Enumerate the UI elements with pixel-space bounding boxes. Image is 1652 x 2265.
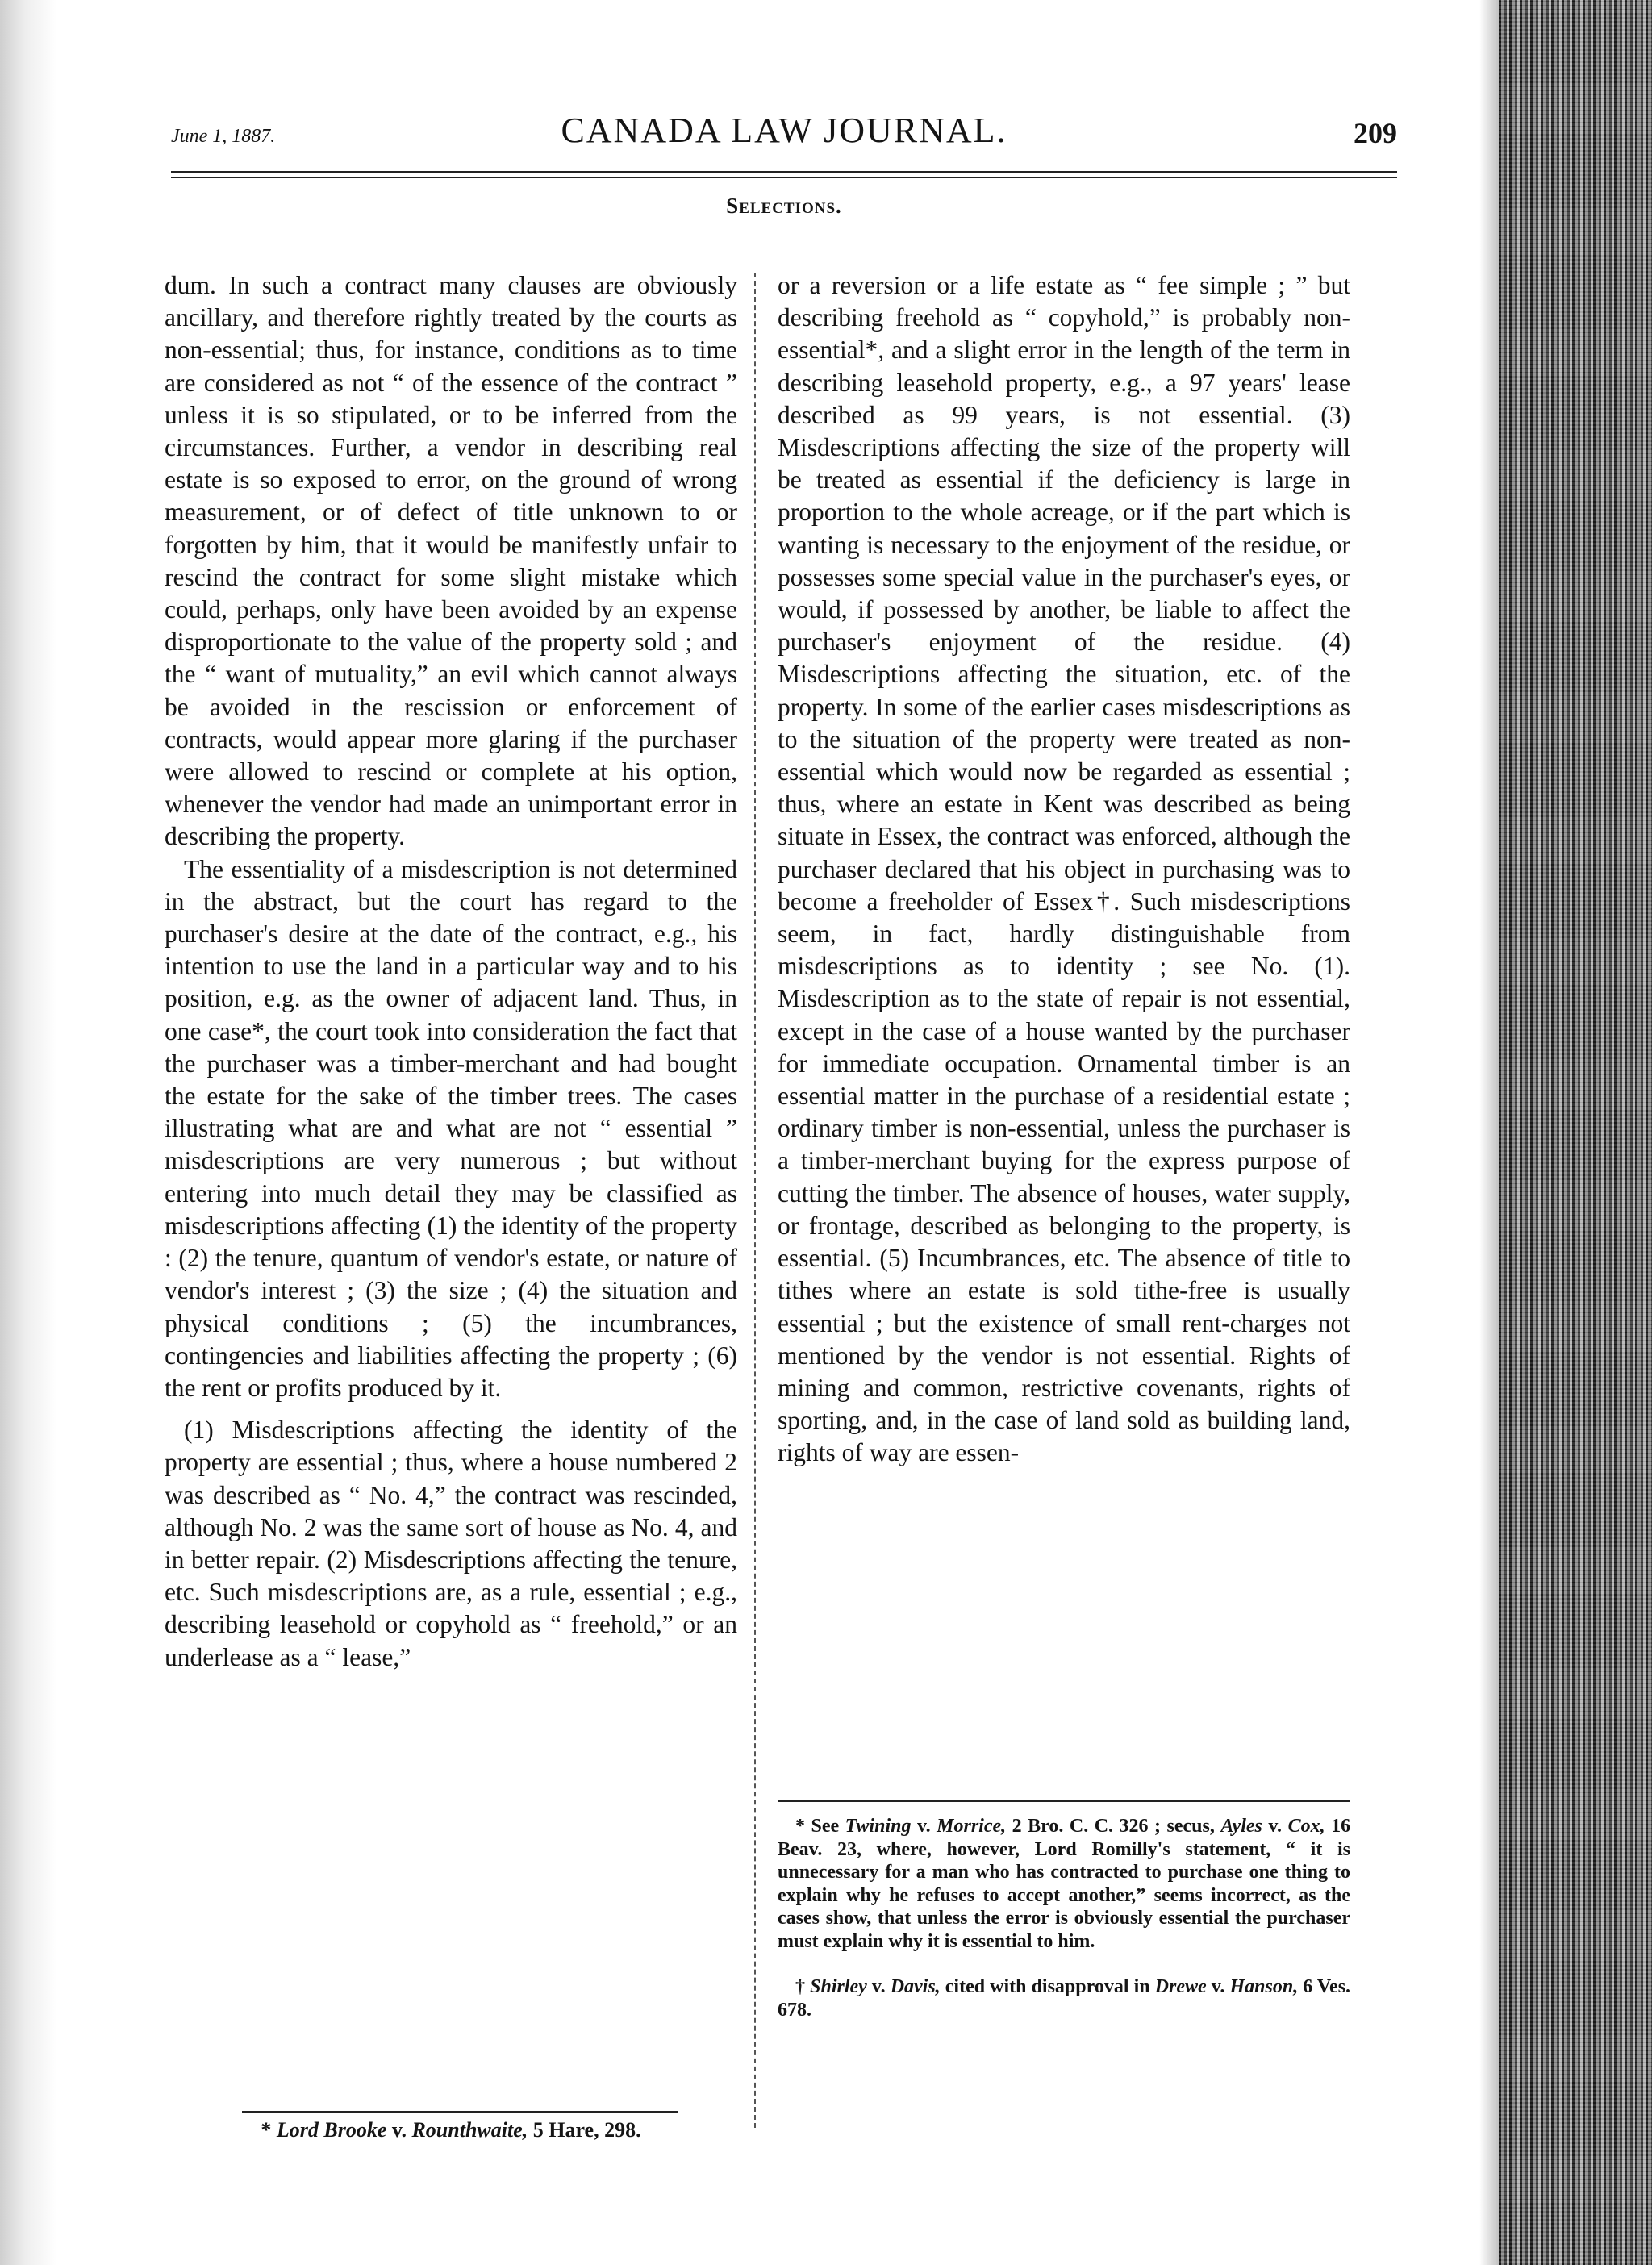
scan-left-edge: [0, 0, 56, 2265]
case-name: Drewe: [1154, 1976, 1207, 1997]
section-title: Selections.: [726, 194, 842, 218]
right-footnotes: [778, 1815, 1350, 2021]
left-paragraph-1: dum. In such a contract many clauses are obviously ancillary, and therefore rightly treated by the courts as non-essential; thus, for instance, conditions as to time are considered as not “ of the essence of the contract ” unless it is so stipulated, or to be inferred from the circumstances. Further, a vendor in describing real estate is so exposed to error, on the ground of wrong measurement, or of defect of title unknown to or forgotten by him, that it would be manifestly unfair to rescind the contract for some slight mistake which could, perhaps, only have been avoided by an expense disproportionate to the value of the property sold ; and the “ want of mutuality,” an evil which cannot always be avoided in the rescission or enforcement of contracts, would appear more glaring if the purchaser were allowed to rescind or complete at his option, whenever the vendor had made an unimportant error in describing the property.: [165, 271, 737, 851]
case-name: Morrice,: [937, 1816, 1007, 1837]
left-paragraph-2: The essentiality of a misdescription is not determined in the abstract, but the court has regard to the purchaser's desire at the date of the contract, e.g., his intention to use the land in a particular way and to his position, e.g. as the owner of adjacent land. Thus, in one case*, the court took into consideration the fact that the purchaser was a timber-merchant and had bought the estate for the sake of the timber trees. The cases illustrating what are and what are not “ essential ” misdescriptions are very numerous ; but without entering into much detail they may be classified as misdescriptions affecting (1) the identity of the property : (2) the tenure, quantum of vendor's estate, or nature of vendor's interest ; (3) the size ; (4) the situation and physical conditions ; (5) the incumbrances, contingencies and liabilities affecting the property ; (6) the rent or profits produced by it.: [165, 854, 737, 1402]
citation: 2 Bro. C. C. 326 ; secus,: [1012, 1816, 1215, 1837]
page-number: 209: [1354, 117, 1397, 149]
versus: v.: [916, 1816, 931, 1837]
footnote-1: [778, 1815, 1350, 1953]
citation: 5 Hare, 298.: [532, 2118, 641, 2142]
left-footnote: [165, 2118, 737, 2142]
footnote-mark: *: [261, 2118, 272, 2142]
case-name: Shirley: [810, 1976, 867, 1997]
right-footnote-rule: [778, 1800, 1350, 1802]
case-name: Hanson,: [1229, 1976, 1299, 1997]
versus: v.: [1211, 1976, 1225, 1997]
footnote-mark: †: [795, 1976, 806, 1997]
citation: 6 Ves. 678.: [778, 1976, 1351, 2021]
case-name: Lord Brooke: [276, 2118, 387, 2142]
footnote-text: 16 Beav. 23, where, however, Lord Romilly's statement, “ it is unnecessary for a man who has contracted to purchase one thing to explain why he refuses to accept another,” seems incorrect, as the cases show, that unless the error is obviously essential the purchaser must explain why it is essential to him.: [778, 1816, 1351, 1952]
case-name: Cox,: [1287, 1816, 1325, 1837]
header-rule-top: [171, 171, 1397, 173]
case-name: Ayles: [1220, 1816, 1262, 1837]
left-paragraph-3: (1) Misdescriptions affecting the identity of the property are essential ; thus, where a house numbered 2 was described as “ No. 4,” the contract was rescinded, although No. 2 was the same sort of house as No. 4, and in better repair. (2) Misdescriptions affecting the tenure, etc. Such misdescriptions are, as a rule, essential ; e.g., describing leasehold or copyhold as “ freehold,” or an underlease as a “ lease,”: [165, 1416, 737, 1671]
journal-title: CANADA LAW JOURNAL.: [561, 111, 1007, 150]
right-paragraph-1: or a reversion or a life estate as “ fee simple ; ” but describing freehold as “ copyhold,” is probably non-essential*, and a slight error in the length of the term in describing leasehold property, e.g., a 97 years' lease described as 99 years, is not essential. (3) Misdescriptions affecting the size of the property will be treated as essential if the deficiency is large in proportion to the whole acreage, or if the part which is wanting is necessary to the enjoyment of the residue, or possesses some special value in the purchaser's eyes, or would, if possessed by another, be liable to affect the purchaser's enjoyment of the residue. (4) Misdescriptions affecting the situation, etc. of the property. In some of the earlier cases misdescriptions as to the situation of the property were treated as non-essential which would now be regarded as essential ; thus, where an estate in Kent was described as being situate in Essex, the contract was enforced, although the purchaser declared that his object in purchasing was to become a freeholder of Essex†. Such misdescriptions seem, in fact, hardly distinguishable from misdescriptions as to identity ; see No. (1). Misdescription as to the state of repair is not essential, except in the case of a house wanted by the purchaser for immediate occupation. Ornamental timber is an essential matter in the purchase of a residential estate ; ordinary timber is non-essential, unless the purchaser is a timber-merchant buying for the express purpose of cutting the timber. The absence of houses, water supply, or frontage, described as belonging to the property, is essential. (5) Incumbrances, etc. The absence of title to tithes where an estate is sold tithe-free is usually essential ; but the existence of small rent-charges not mentioned by the vendor is not essential. Rights of mining and common, restrictive covenants, rights of sporting, and, in the case of land sold as building land, rights of way are essen-: [778, 271, 1350, 1467]
scan-right-edge: [1499, 0, 1652, 2265]
case-name: Twining: [845, 1816, 912, 1837]
versus: v.: [1268, 1816, 1283, 1837]
case-name: Davis,: [890, 1976, 941, 1997]
left-footnote-rule: [242, 2111, 678, 2113]
footnote-2: [778, 1975, 1350, 2021]
versus: v.: [391, 2118, 407, 2142]
header-rule-bottom: [171, 177, 1397, 178]
left-column: [165, 269, 737, 1674]
running-header: [171, 110, 1397, 158]
versus: v.: [871, 1976, 886, 1997]
column-divider: [754, 273, 756, 2128]
footnote-mark: * See: [795, 1816, 840, 1837]
right-column: [778, 269, 1350, 1470]
case-name: Rounthwaite,: [411, 2118, 528, 2142]
issue-date: June 1, 1887.: [171, 126, 276, 147]
footnote-text: cited with disapproval in: [945, 1976, 1150, 1997]
